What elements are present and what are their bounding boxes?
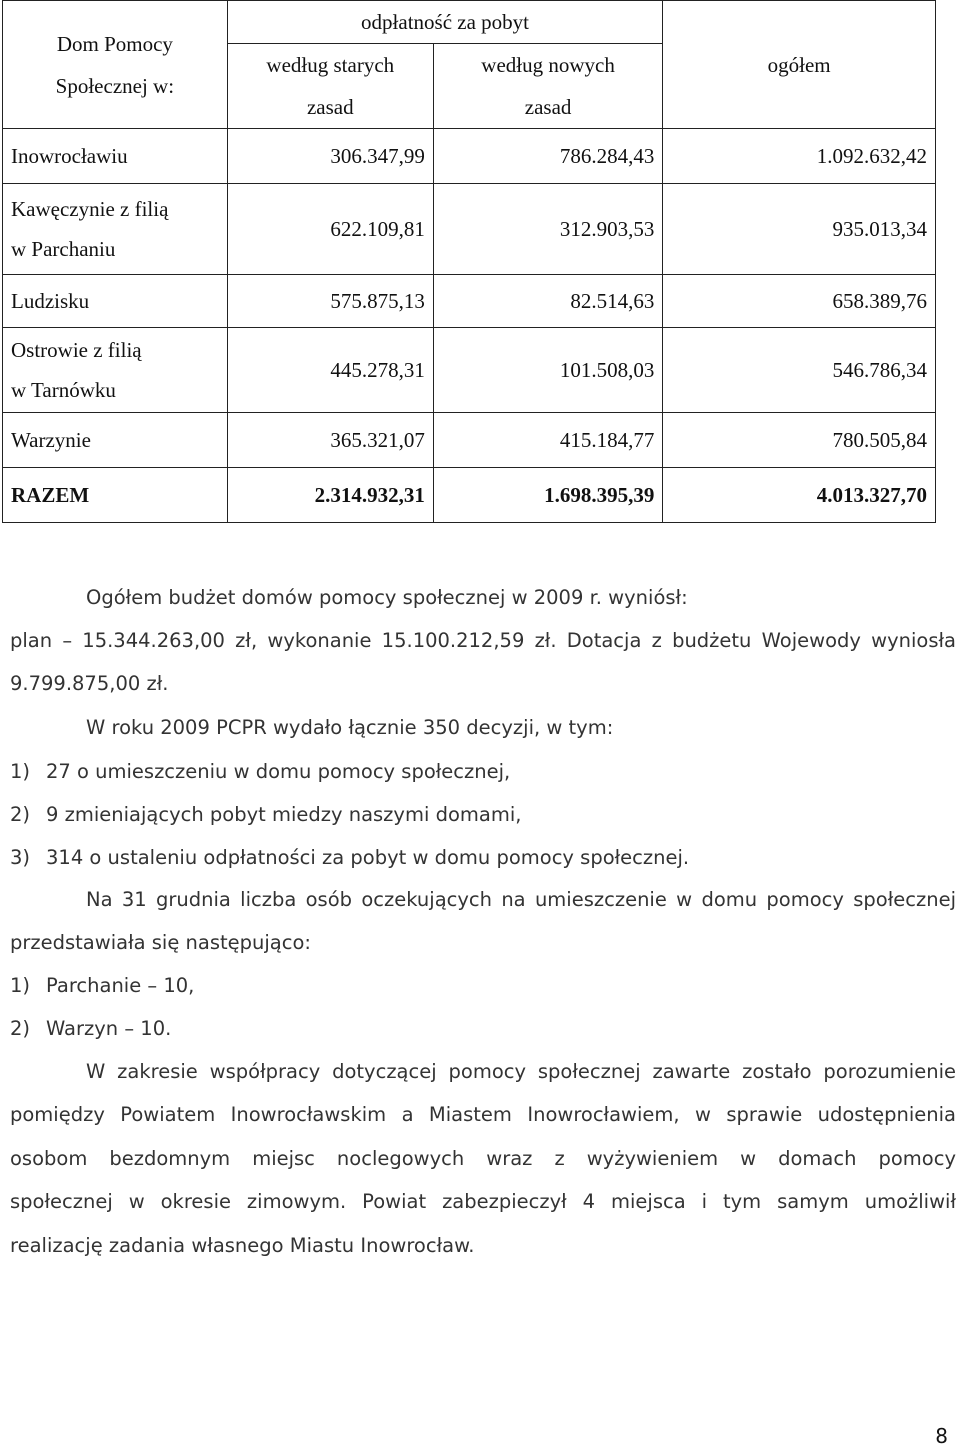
- table-row: [3, 184, 936, 275]
- list-text: 27 o umieszczeniu w domu pomocy społecznej,: [46, 760, 511, 783]
- list-number: 1): [10, 974, 31, 997]
- header-odplatnosc: odpłatność za pobyt: [227, 1, 663, 44]
- table-row: [3, 129, 936, 184]
- cell-ogolem: 546.786,34: [663, 328, 936, 413]
- row-name: Inowrocławiu: [3, 129, 228, 184]
- row-name: [3, 328, 228, 413]
- table-row: [3, 275, 936, 328]
- cell-nowe: 786.284,43: [433, 129, 662, 184]
- cell-nowe: 101.508,03: [433, 328, 662, 413]
- cell-stare: 306.347,99: [227, 129, 433, 184]
- header-ogolem-top: [663, 1, 936, 44]
- list-text: Parchanie – 10,: [46, 974, 195, 997]
- p4-line2: pomiędzy Powiatem Inowrocławskim a Miastem Inowrocławiem, w sprawie udostępnienia: [10, 1103, 956, 1126]
- row-name: Warzynie: [3, 413, 228, 468]
- odplatnosc-table: [2, 0, 936, 523]
- header-dom-pomocy: [3, 1, 228, 129]
- cell-ogolem: 935.013,34: [663, 184, 936, 275]
- p1-line3: 9.799.875,00 zł.: [10, 672, 169, 695]
- p1-line2: plan – 15.344.263,00 zł, wykonanie 15.100.212,59 zł. Dotacja z budżetu Wojewody wyniosła: [10, 629, 956, 652]
- header-stare-line1: według starych: [266, 53, 395, 77]
- list-text: 314 o ustaleniu odpłatności za pobyt w domu pomocy społecznej.: [46, 846, 690, 869]
- page-number: 8: [935, 1424, 948, 1448]
- p4-line5: realizację zadania własnego Miastu Inowrocław.: [10, 1234, 475, 1257]
- p1-line1: Ogółem budżet domów pomocy społecznej w 2009 r. wyniósł:: [86, 586, 688, 609]
- list-text: 9 zmieniających pobyt miedzy naszymi domami,: [46, 803, 522, 826]
- row-name-line1: Ostrowie z filią: [11, 338, 142, 362]
- cell-nowe: 415.184,77: [433, 413, 662, 468]
- row-name-line2: w Parchaniu: [11, 237, 116, 261]
- p4-line3: osobom bezdomnym miejsc noclegowych wraz z wyżywieniem w domach pomocy: [10, 1147, 956, 1170]
- cell-stare: 575.875,13: [227, 275, 433, 328]
- total-label: RAZEM: [3, 468, 228, 523]
- list-item: [10, 803, 521, 826]
- row-name: Ludzisku: [3, 275, 228, 328]
- header-stare-line2: zasad: [306, 95, 354, 119]
- header-name-line2: Społecznej w:: [55, 73, 175, 98]
- header-nowe-line2: zasad: [524, 95, 572, 119]
- list-number: 1): [10, 760, 31, 783]
- row-name-line1: Kawęczynie z filią: [11, 197, 169, 221]
- p2-line1: W roku 2009 PCPR wydało łącznie 350 decyzji, w tym:: [86, 716, 614, 739]
- total-ogolem: 4.013.327,70: [663, 468, 936, 523]
- list-number: 2): [10, 1017, 31, 1040]
- cell-stare: 445.278,31: [227, 328, 433, 413]
- total-nowe: 1.698.395,39: [433, 468, 662, 523]
- header-nowe-zasady: [433, 44, 662, 129]
- p4-line4: społecznej w okresie zimowym. Powiat zabezpieczył 4 miejsca i tym samym umożliwił: [10, 1190, 956, 1213]
- header-ogolem: ogółem: [663, 44, 936, 129]
- list-item: [10, 1017, 171, 1040]
- list-item: [10, 974, 194, 997]
- header-stare-zasady: [227, 44, 433, 129]
- total-stare: 2.314.932,31: [227, 468, 433, 523]
- p4-line1: W zakresie współpracy dotyczącej pomocy społecznej zawarte zostało porozumienie: [86, 1060, 956, 1083]
- list-text: Warzyn – 10.: [46, 1017, 172, 1040]
- cell-stare: 622.109,81: [227, 184, 433, 275]
- p3-line1: Na 31 grudnia liczba osób oczekujących na umieszczenie w domu pomocy społecznej: [86, 888, 956, 911]
- cell-ogolem: 780.505,84: [663, 413, 936, 468]
- cell-nowe: 312.903,53: [433, 184, 662, 275]
- table-row: [3, 413, 936, 468]
- list-number: 3): [10, 846, 31, 869]
- cell-nowe: 82.514,63: [433, 275, 662, 328]
- row-name: [3, 184, 228, 275]
- cell-stare: 365.321,07: [227, 413, 433, 468]
- row-name-line2: w Tarnówku: [11, 378, 116, 402]
- table-total-row: [3, 468, 936, 523]
- list-item: [10, 760, 510, 783]
- header-nowe-line1: według nowych: [481, 53, 615, 77]
- cell-ogolem: 658.389,76: [663, 275, 936, 328]
- cell-ogolem: 1.092.632,42: [663, 129, 936, 184]
- header-name-line1: Dom Pomocy: [56, 31, 173, 56]
- list-number: 2): [10, 803, 31, 826]
- table-row: [3, 328, 936, 413]
- p3-line2: przedstawiała się następująco:: [10, 931, 311, 954]
- list-item: [10, 846, 689, 869]
- table-header-row-1: [3, 1, 936, 44]
